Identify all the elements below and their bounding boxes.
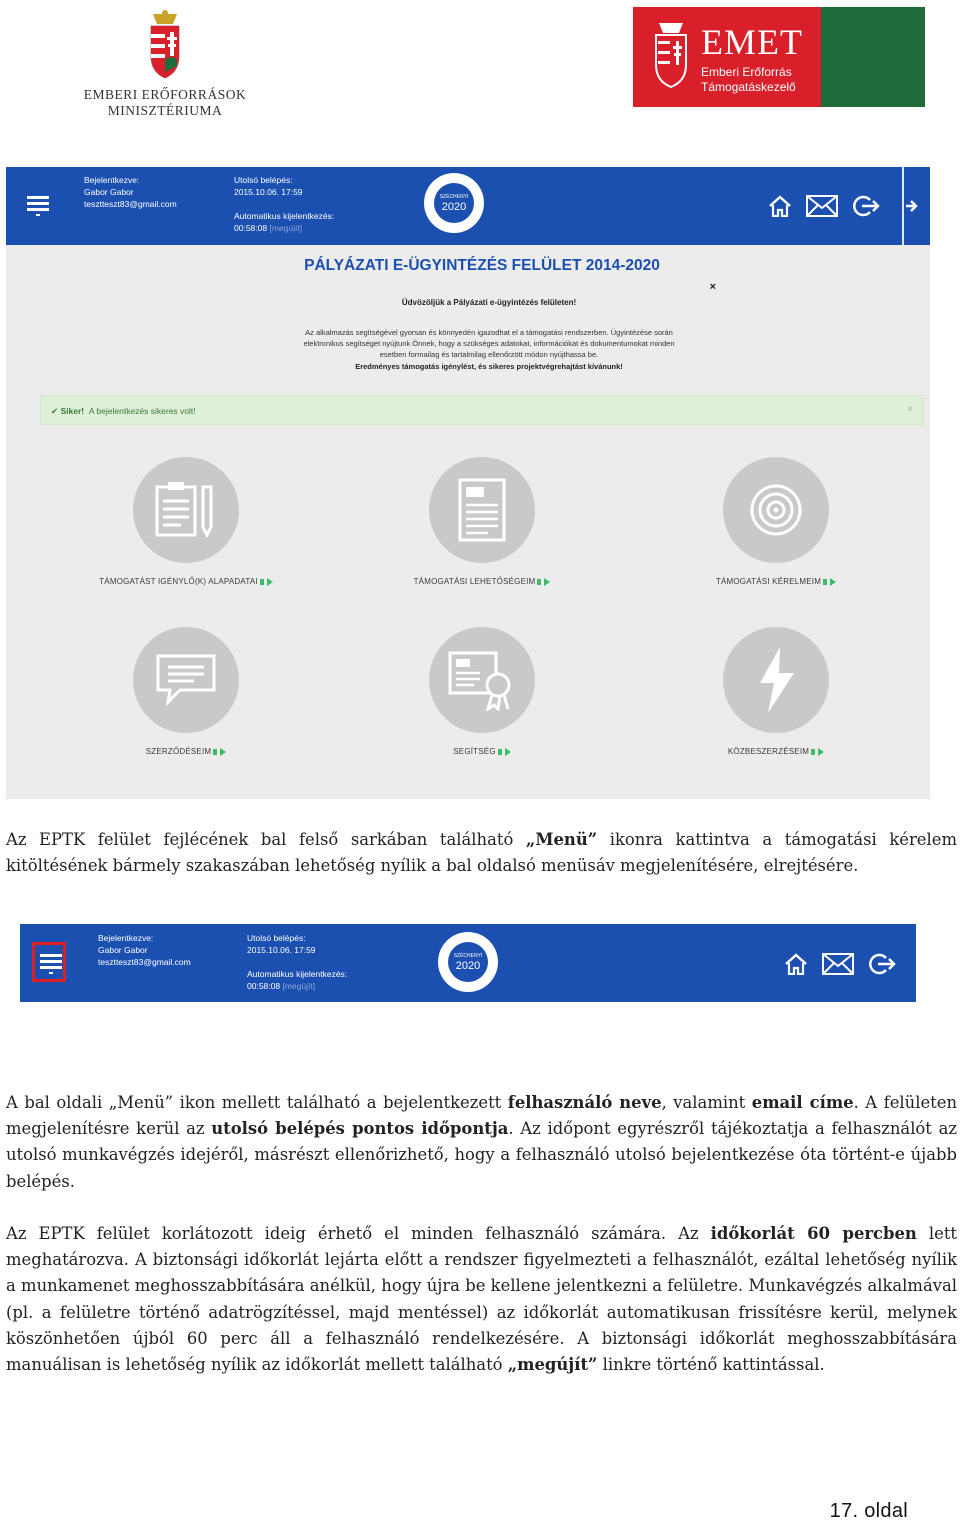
tile-help[interactable] bbox=[382, 627, 582, 756]
mail-icon[interactable] bbox=[822, 953, 854, 975]
welcome-end: Eredményes támogatás igénylést, és sikeres projektvégrehajtást kívánunk! bbox=[355, 362, 623, 371]
tile-circle bbox=[133, 457, 239, 563]
user-name: Gabor Gabor bbox=[84, 187, 134, 197]
p1-text-a: Az EPTK felület fejlécének bal felső sarkában található bbox=[6, 830, 526, 849]
last-login-value: 2015.10.06. 17:59 bbox=[234, 187, 303, 197]
welcome-line-2: elektronikus segítséget nyújtunk Önnek, hogy a szükséges adatokat, információkat és dokumentumokat minden bbox=[303, 339, 675, 348]
speech-bubble-icon bbox=[154, 652, 218, 708]
portal-title: PÁLYÁZATI E-ÜGYINTÉZÉS FELÜLET 2014-2020 bbox=[304, 257, 660, 274]
renew-link[interactable]: [megújít] bbox=[269, 223, 303, 233]
portal-content bbox=[34, 245, 930, 799]
welcome-line-3: esetben formailag és tartalmilag ellenőrzött módon nyújthassa be. bbox=[379, 350, 599, 359]
user-info bbox=[98, 932, 191, 968]
emet-sub-line2: Támogatáskezelő bbox=[701, 80, 796, 94]
tile-label: TÁMOGATÁST IGÉNYLŐ(K) ALAPADATAI bbox=[99, 577, 258, 586]
emet-sub-line1: Emberi Erőforrás bbox=[701, 65, 792, 79]
home-icon[interactable] bbox=[784, 953, 808, 975]
arrow-icon bbox=[544, 578, 550, 586]
menu-icon[interactable] bbox=[27, 194, 49, 216]
last-login-value: 2015.10.06. 17:59 bbox=[247, 945, 316, 955]
welcome-body bbox=[264, 327, 714, 360]
tile-procurements[interactable] bbox=[676, 627, 876, 756]
auto-logout-label: Automatikus kijelentkezés: bbox=[247, 969, 348, 979]
emet-red-panel bbox=[633, 7, 821, 107]
szechenyi-2020-logo bbox=[424, 173, 484, 233]
p3-text-a: Az EPTK felület korlátozott ideig érhető el minden felhasználó számára. Az bbox=[6, 1224, 711, 1243]
login-info bbox=[247, 932, 347, 992]
page-number: 17. oldal bbox=[829, 1500, 908, 1522]
success-alert bbox=[40, 395, 924, 425]
tile-funding-options[interactable] bbox=[382, 457, 582, 586]
p2-text-c: , valamint bbox=[661, 1093, 752, 1112]
sidebar-toggle-icon[interactable] bbox=[906, 197, 920, 215]
renew-link[interactable]: [megújít] bbox=[282, 981, 316, 991]
login-info bbox=[234, 174, 334, 234]
welcome-line-1: Az alkalmazás segítségével gyorsan és könnyedén igazodhat el a támogatási rendszerben. Ügyintézése során bbox=[305, 328, 673, 337]
logo-top-text: SZÉCHENYI bbox=[439, 194, 469, 200]
p2-text-a: A bal oldali „Menü” ikon mellett található a bejelentkezett bbox=[6, 1093, 508, 1112]
welcome-box bbox=[264, 275, 714, 393]
emmi-line1: EMBERI ERŐFORRÁSOK bbox=[83, 87, 247, 102]
coat-of-arms-icon bbox=[143, 10, 187, 82]
arrow-icon bbox=[818, 748, 824, 756]
logo-top-text: SZÉCHENYI bbox=[453, 953, 483, 959]
clipboard-pen-icon bbox=[151, 479, 221, 541]
coat-of-arms-icon bbox=[651, 21, 691, 91]
logged-in-label: Bejelentkezve: bbox=[84, 175, 140, 185]
emmi-line2: MINISZTÉRIUMA bbox=[107, 103, 223, 118]
close-icon[interactable]: × bbox=[709, 281, 716, 293]
target-icon bbox=[748, 482, 804, 538]
p1-text-c: ikonra kattintva a támogatási kérelem kitöltésének bármely szakaszában lehetőség nyílik a bal oldalsó menüsáv megjelenítésére, elrejtésére. bbox=[6, 830, 957, 876]
header-icons bbox=[768, 194, 880, 218]
tile-circle bbox=[133, 627, 239, 733]
header-icons bbox=[784, 952, 896, 976]
last-login-label: Utolsó belépés: bbox=[234, 175, 293, 185]
certificate-icon bbox=[446, 649, 518, 711]
lightning-icon bbox=[754, 645, 798, 715]
logo-year: 2020 bbox=[441, 201, 467, 213]
logout-icon[interactable] bbox=[852, 194, 880, 218]
mail-icon[interactable] bbox=[806, 195, 838, 217]
paragraph-timeout bbox=[6, 1221, 957, 1378]
p1-bold-menu: „Menü” bbox=[525, 830, 598, 849]
p3-bold-timeout: időkorlát 60 percben bbox=[710, 1224, 917, 1243]
tile-applicant-data[interactable] bbox=[86, 457, 286, 586]
last-login-label: Utolsó belépés: bbox=[247, 933, 306, 943]
emmi-logo bbox=[80, 10, 250, 122]
emet-subtitle bbox=[701, 65, 796, 95]
home-icon[interactable] bbox=[768, 195, 792, 217]
auto-logout-value: 00:58:08 bbox=[247, 981, 281, 991]
szechenyi-2020-logo bbox=[438, 932, 498, 992]
emet-green-panel bbox=[821, 7, 925, 107]
tile-circle bbox=[723, 457, 829, 563]
p2-bold-email: email címe bbox=[751, 1093, 854, 1112]
header-bar-highlighted bbox=[20, 924, 916, 1002]
arrow-icon bbox=[267, 578, 273, 586]
logo-year: 2020 bbox=[455, 960, 481, 972]
auto-logout-value: 00:58:08 bbox=[234, 223, 268, 233]
tile-contracts[interactable] bbox=[86, 627, 286, 756]
tile-circle bbox=[429, 627, 535, 733]
portal-screenshot bbox=[6, 167, 930, 799]
tile-label: SEGÍTSÉG bbox=[453, 747, 496, 756]
p3-bold-renew: „megújít” bbox=[507, 1355, 598, 1375]
header-bar bbox=[6, 167, 930, 245]
paragraph-user-info bbox=[6, 1090, 957, 1195]
user-email: tesztteszt83@gmail.com bbox=[84, 199, 177, 209]
p2-bold-last-login: utolsó belépés pontos időpontja bbox=[211, 1119, 509, 1139]
tile-label: KÖZBESZERZÉSEIM bbox=[727, 747, 810, 756]
p2-text-e: . A felületen megjelenítésre kerül az bbox=[6, 1093, 957, 1139]
arrow-icon bbox=[830, 578, 836, 586]
user-email: tesztteszt83@gmail.com bbox=[98, 957, 191, 967]
user-info bbox=[84, 174, 177, 210]
p3-text-c: lett meghatározva. A biztonsági időkorlát lejárta előtt a rendszer figyelmezteti a felhasználót, ezáltal lehetőség nyílik a munkamenet meghosszabbítására anélkül, hogy újra be kellene jelentkezni a felületre. Munkavégzés alkalmával (pl. a felületre történő adatrögzítéssel, majd mentéssel) az időkorlát automatikusan frissítésre kerül, melynek köszönhetően újból 60 perc áll a felhasználó rendelkezésére. A biztonsági időkorlát meghosszabbítására manuálisan is lehetőség nyílik az időkorlát mellett található bbox=[6, 1224, 958, 1375]
tile-circle bbox=[723, 627, 829, 733]
tile-circle bbox=[429, 457, 535, 563]
emet-title: EMET bbox=[701, 22, 803, 62]
tile-label: TÁMOGATÁSI KÉRELMEIM bbox=[715, 577, 822, 586]
alert-close-icon[interactable]: × bbox=[907, 404, 913, 415]
tile-funding-requests[interactable] bbox=[676, 457, 876, 586]
logged-in-label: Bejelentkezve: bbox=[98, 933, 154, 943]
menu-highlight-box bbox=[32, 942, 66, 982]
success-strong: Siker! bbox=[60, 406, 85, 416]
welcome-title: Üdvözöljük a Pályázati e-ügyintézés felületen! bbox=[401, 298, 577, 307]
p2-bold-username: felhasználó neve bbox=[507, 1093, 662, 1112]
user-name: Gabor Gabor bbox=[98, 945, 148, 955]
document-icon bbox=[454, 477, 510, 543]
tile-label: SZERZŐDÉSEIM bbox=[145, 747, 212, 756]
logout-icon[interactable] bbox=[868, 952, 896, 976]
tile-label: TÁMOGATÁSI LEHETŐSÉGEIM bbox=[413, 577, 536, 586]
emet-logo bbox=[633, 7, 925, 107]
check-icon: ✔ bbox=[51, 406, 59, 416]
arrow-icon bbox=[220, 748, 226, 756]
arrow-icon bbox=[505, 748, 511, 756]
paragraph-menu bbox=[6, 827, 957, 879]
p2-text-g: . Az időpont egyrészről tájékoztatja a felhasználót az utolsó munkavégzés idejéről, másrészt ellenőrizhető, hogy a felhasználó utolsó bejelentkezése óta történt-e újabb belépés. bbox=[6, 1119, 957, 1191]
auto-logout-label: Automatikus kijelentkezés: bbox=[234, 211, 335, 221]
p3-text-e: linkre történő kattintással. bbox=[597, 1355, 825, 1375]
header-divider bbox=[902, 167, 904, 245]
success-text: A bejelentkezés sikeres volt! bbox=[88, 406, 196, 416]
